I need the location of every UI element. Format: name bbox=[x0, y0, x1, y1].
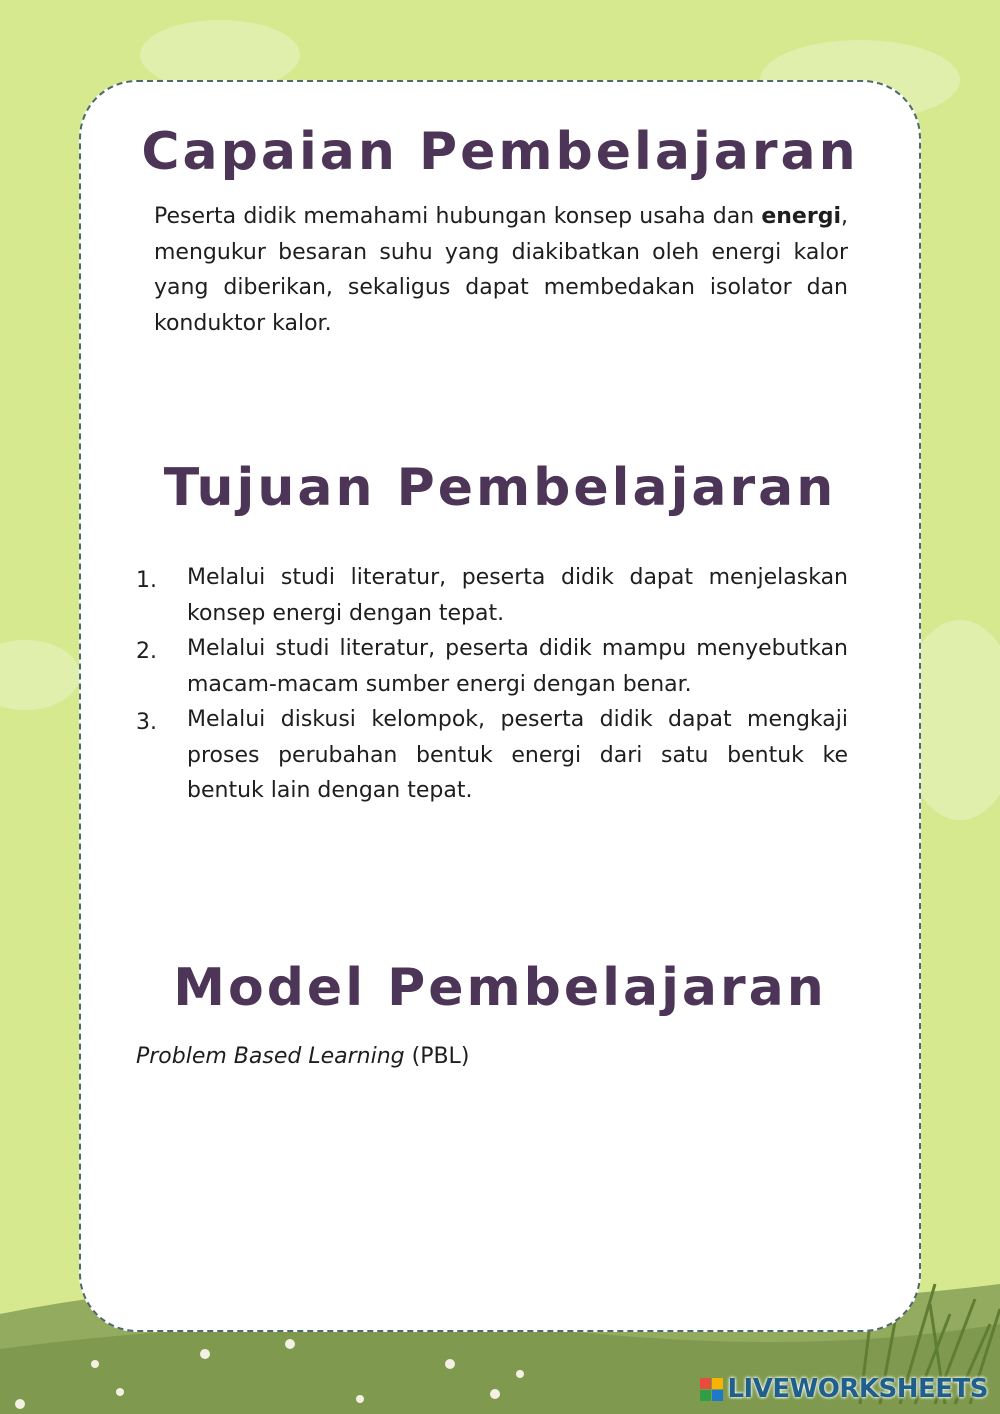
model-italic: Problem Based Learning bbox=[136, 1044, 405, 1069]
liveworksheets-logo[interactable] bbox=[700, 1374, 988, 1404]
logo-square bbox=[700, 1378, 711, 1389]
logo-square bbox=[700, 1390, 711, 1401]
list-text: Melalui studi literatur, peserta didik mampu menyebutkan macam-macam sumber energi dengan benar. bbox=[187, 636, 848, 697]
tujuan-list bbox=[136, 560, 848, 809]
list-number: 2. bbox=[136, 639, 157, 664]
capaian-text-start: Peserta didik memahami hubungan konsep usaha dan bbox=[154, 204, 762, 229]
content-card bbox=[79, 80, 921, 1332]
list-text: Melalui studi literatur, peserta didik dapat menjelaskan konsep energi dengan tepat. bbox=[187, 565, 848, 626]
list-number: 3. bbox=[136, 710, 157, 735]
list-text: Melalui diskusi kelompok, peserta didik dapat mengkaji proses perubahan bentuk energi dari satu bentuk ke bentuk lain dengan tepat. bbox=[187, 707, 848, 803]
list-item bbox=[136, 702, 848, 809]
model-title: Model Pembelajaran bbox=[173, 958, 827, 1018]
capaian-text-end: , mengukur besaran suhu yang diakibatkan oleh energi kalor yang diberikan, sekaligus dapat membedakan isolator dan konduktor kalor. bbox=[154, 204, 848, 336]
logo-text: LIVEWORKSHEETS bbox=[727, 1374, 988, 1404]
capaian-paragraph bbox=[154, 199, 848, 341]
capaian-title: Capaian Pembelajaran bbox=[141, 122, 859, 182]
logo-square bbox=[712, 1390, 723, 1401]
logo-mark-icon bbox=[700, 1378, 723, 1401]
capaian-bold-word: energi bbox=[761, 204, 841, 229]
model-rest: (PBL) bbox=[404, 1044, 470, 1069]
background-cloud bbox=[0, 640, 80, 710]
logo-square bbox=[712, 1378, 723, 1389]
list-number: 1. bbox=[136, 568, 157, 593]
list-item bbox=[136, 631, 848, 702]
list-item bbox=[136, 560, 848, 631]
model-text bbox=[136, 1044, 469, 1069]
tujuan-title: Tujuan Pembelajaran bbox=[163, 458, 837, 518]
